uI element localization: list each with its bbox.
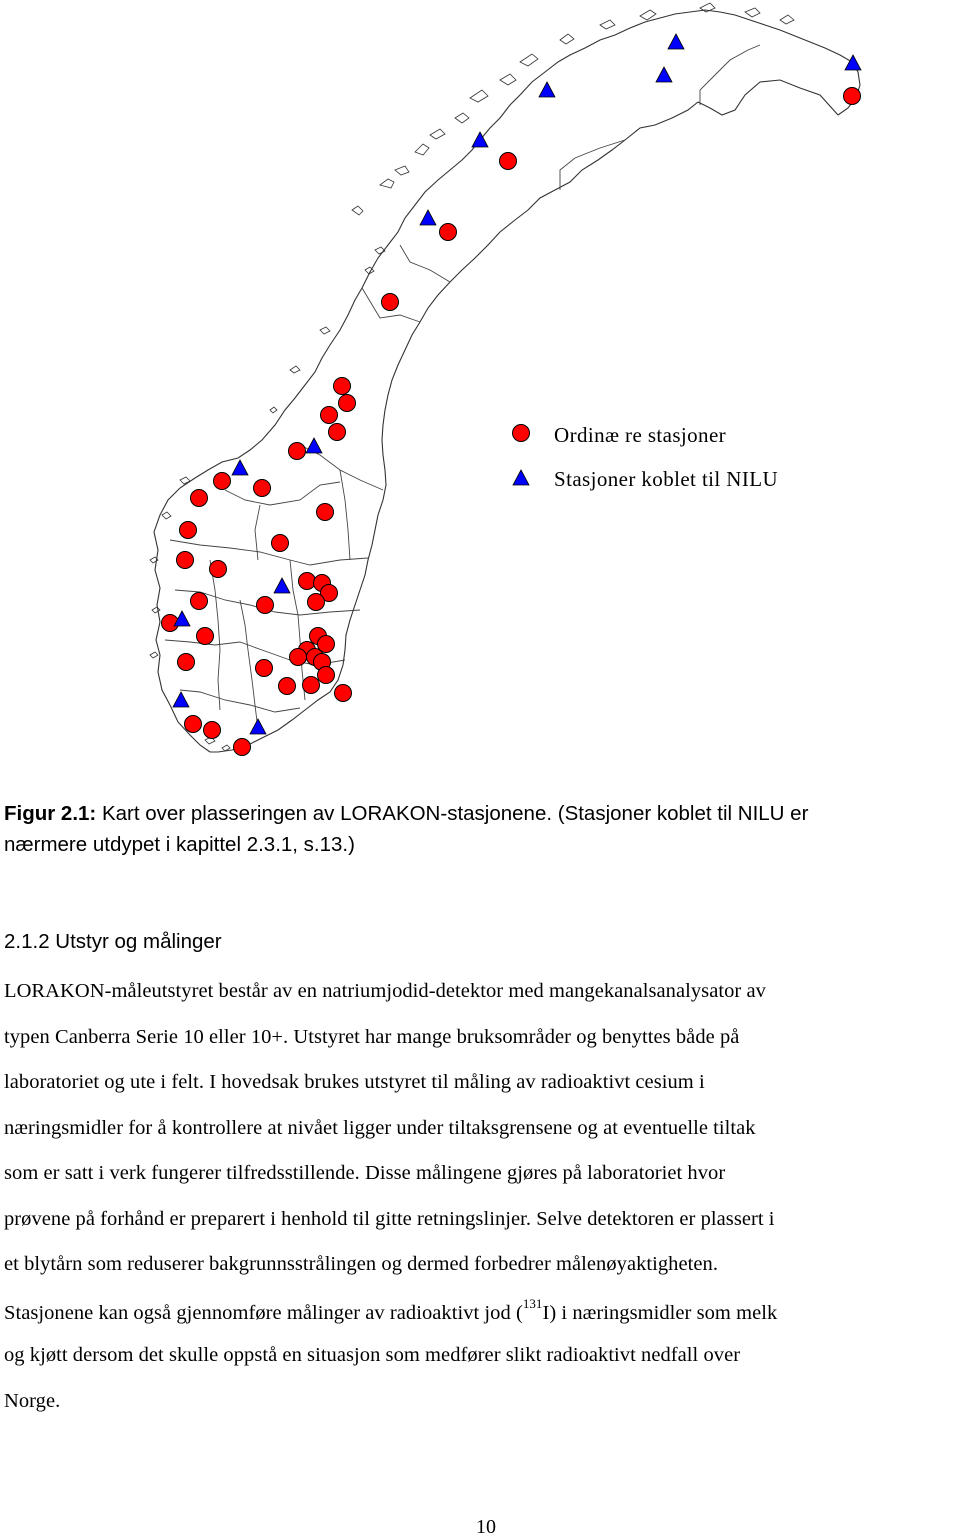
legend-triangle-marker <box>511 468 531 488</box>
ordinary-station-marker <box>334 378 351 395</box>
ordinary-station-marker <box>234 739 251 756</box>
ordinary-station-marker <box>440 224 457 241</box>
body-line: LORAKON-måleutstyret består av en natriumjodid-detektor med mangekanalsanalysator av <box>4 980 766 1002</box>
ordinary-station-marker <box>256 660 273 677</box>
body-line: næringsmidler for å kontrollere at nivået ligger under tiltaksgrensene og at eventuelle tiltak <box>4 1116 756 1139</box>
ordinary-station-marker <box>178 654 195 671</box>
ordinary-station-marker <box>299 573 316 590</box>
ordinary-station-marker <box>214 473 231 490</box>
body-paragraph <box>4 980 960 1435</box>
ordinary-station-marker <box>329 424 346 441</box>
ordinary-station-marker <box>279 678 296 695</box>
iodine-superscript: 131 <box>522 1295 543 1311</box>
ordinary-station-marker <box>335 685 352 702</box>
body-line: prøvene på forhånd er preparert i henhold til gitte retningslinjer. Selve detektoren er plassert i <box>4 1207 775 1230</box>
legend-nilu-label: Stasjoner koblet til NILU <box>554 467 779 491</box>
body-line: typen Canberra Serie 10 eller 10+. Utstyret har mange bruksområder og benyttes både på <box>4 1025 740 1048</box>
ordinary-station-marker <box>210 561 227 578</box>
ordinary-station-marker <box>321 407 338 424</box>
figure-caption <box>4 798 954 860</box>
ordinary-station-marker <box>500 153 517 170</box>
ordinary-station-marker <box>289 443 306 460</box>
ordinary-station-marker <box>254 480 271 497</box>
legend-ordinary-label: Ordinæ re stasjoner <box>554 423 727 447</box>
body-line: og kjøtt dersom det skulle oppstå en situasjon som medfører slikt radioaktivt nedfall over <box>4 1344 741 1366</box>
ordinary-station-marker <box>197 628 214 645</box>
body-line: som er satt i verk fungerer tilfredsstillende. Disse målingene gjøres på laboratoriet hvor <box>4 1162 726 1184</box>
legend-circle-marker <box>511 423 531 443</box>
nilu-station-marker <box>250 719 266 734</box>
ordinary-station-marker <box>204 722 221 739</box>
ordinary-station-marker <box>308 594 325 611</box>
iodine-text-after: I) i næringsmidler som melk <box>542 1301 778 1324</box>
nilu-station-marker <box>173 692 189 707</box>
nilu-station-marker <box>668 34 684 49</box>
iodine-text-before: Stasjonene kan også gjennomføre målinger av radioaktivt jod ( <box>4 1301 523 1324</box>
ordinary-station-marker <box>180 522 197 539</box>
caption-line1: Kart over plasseringen av LORAKON-stasjonene. (Stasjoner koblet til NILU er <box>96 802 809 825</box>
ordinary-station-marker <box>317 504 334 521</box>
nilu-station-marker <box>472 132 488 147</box>
section-heading: 2.1.2 Utstyr og målinger <box>4 930 222 953</box>
nilu-station-marker <box>845 55 861 70</box>
ordinary-station-marker <box>185 716 202 733</box>
ordinary-station-marker <box>303 677 320 694</box>
caption-prefix: Figur 2.1: <box>4 802 97 825</box>
ordinary-station-marker <box>318 667 335 684</box>
body-line: laboratoriet og ute i felt. I hovedsak brukes utstyret til måling av radioaktivt cesium i <box>4 1071 705 1093</box>
ordinary-station-marker <box>339 395 356 412</box>
nilu-station-marker <box>274 578 290 593</box>
nilu-station-marker <box>306 438 322 453</box>
body-line-iodine <box>4 1295 960 1345</box>
stations-layer <box>162 34 862 756</box>
ordinary-station-marker <box>382 294 399 311</box>
nilu-station-marker <box>232 460 248 475</box>
ordinary-station-marker <box>191 593 208 610</box>
nilu-station-marker <box>656 67 672 82</box>
body-line-last: Norge. <box>4 1389 61 1412</box>
county-borders <box>165 45 760 730</box>
page-number: 10 <box>476 1516 496 1538</box>
caption-line2: nærmere utdypet i kapittel 2.3.1, s.13.) <box>4 833 355 856</box>
ordinary-station-marker <box>191 490 208 507</box>
ordinary-station-marker <box>844 88 861 105</box>
body-line: et blytårn som reduserer bakgrunnsstrålingen og dermed forbedrer målenøyaktigheten. <box>4 1253 719 1275</box>
nilu-station-marker <box>420 210 436 225</box>
ordinary-station-marker <box>272 535 289 552</box>
nilu-station-marker <box>539 82 555 97</box>
ordinary-station-marker <box>257 597 274 614</box>
ordinary-station-marker <box>177 552 194 569</box>
ordinary-station-marker <box>290 649 307 666</box>
norway-outline <box>154 10 860 752</box>
